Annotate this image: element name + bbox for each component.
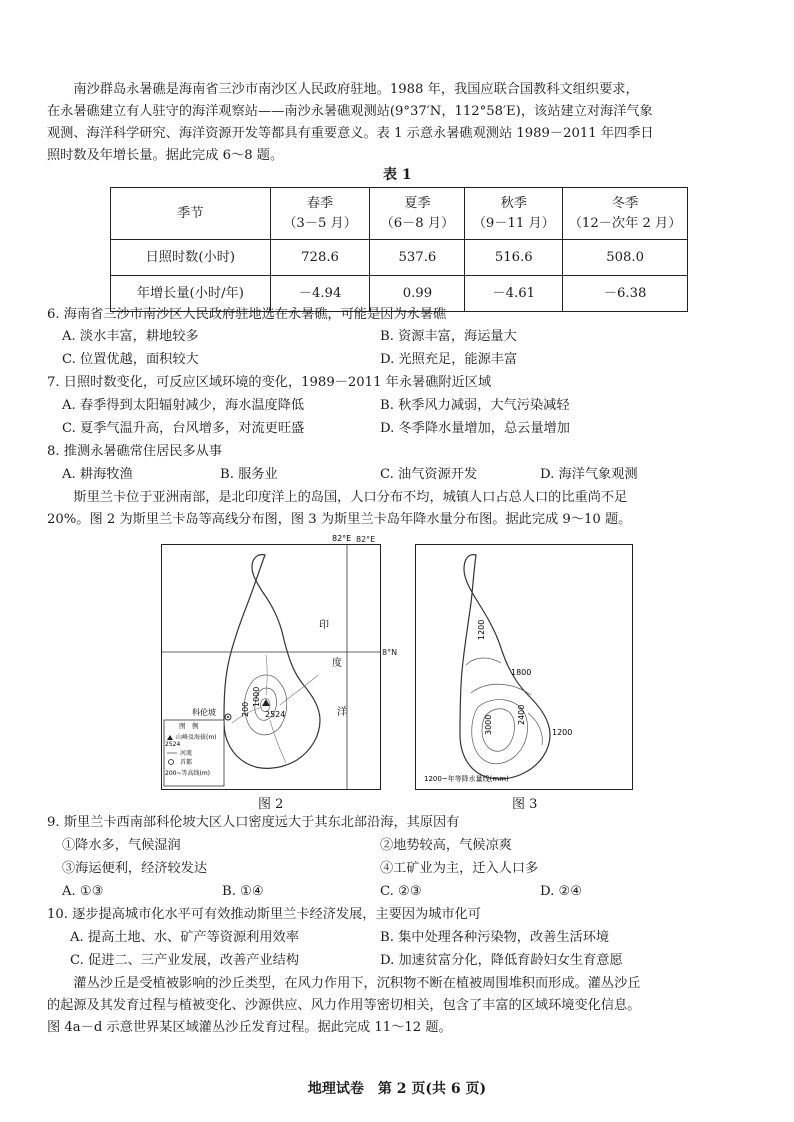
intro-line-4: 照时数及年增长量。据此完成 6～8 题。: [47, 148, 284, 163]
q10-option-d[interactable]: D. 加速贫富分化，降低育龄妇女生育意愿: [380, 953, 623, 968]
table-cell: 537.6: [370, 240, 465, 276]
table-cell: －4.61: [465, 276, 563, 312]
intro-line-2: 在永暑礁建立有人驻守的海洋观察站——南沙永暑礁观测站(9°37′N，112°58′E)，该站建立对海洋气象: [47, 104, 653, 119]
header-season: 季节: [111, 188, 271, 240]
peak-label: 2524: [265, 710, 286, 719]
lon-label: 82°E: [332, 534, 352, 543]
q6-option-b[interactable]: B. 资源丰富，海运量大: [380, 329, 517, 344]
intro2-paragraph: [47, 487, 762, 531]
q7-option-a[interactable]: A. 春季得到太阳辐射减少，海水温度降低: [62, 398, 305, 413]
table1: [110, 187, 688, 312]
table-cell: 0.99: [370, 276, 465, 312]
q9-statement-3: ③海运便利，经济较发达: [62, 861, 208, 876]
isoline-1800: [471, 684, 531, 695]
isoline-label-2400: 2400: [517, 704, 526, 725]
intro3-line-3: 图 4a－d 示意世界某区域灌丛沙丘发育过程。据此完成 11～12 题。: [47, 1020, 452, 1035]
figure-3-caption: 图 3: [512, 797, 538, 812]
legend-river-text: 河流: [180, 750, 193, 757]
colombo-label: 科伦坡: [192, 708, 216, 717]
question-8-stem: 8. 推测永暑礁常住居民多从事: [47, 444, 223, 459]
q9-statement-1: ①降水多，气候湿润: [62, 838, 181, 853]
q10-option-c[interactable]: C. 促进二、三产业发展，改善产业结构: [70, 953, 300, 968]
isoline-1200-east: [528, 713, 542, 745]
isoline-label-3000: 3000: [484, 714, 493, 735]
table-cell: 日照时数(小时): [111, 240, 271, 276]
table-cell: 年增长量(小时/年): [111, 276, 271, 312]
lon-label-outside: 82°E: [356, 535, 376, 544]
q9-option-c[interactable]: C. ②③: [380, 884, 422, 899]
question-9-stem: 9. 斯里兰卡西南部科伦坡大区人口密度远大于其东北部沿海，其原因有: [47, 815, 460, 830]
q9-option-b[interactable]: B. ①④: [222, 884, 264, 899]
intro-line-3: 观测、海洋科学研究、海洋资源开发等都具有重要意义。表 1 示意永暑礁观测站 1989－2011 年四季日: [47, 126, 654, 141]
figure-2-caption: 图 2: [258, 797, 284, 812]
legend-peak-val: 2524: [165, 741, 181, 748]
header-winter: 冬季 （12－次年 2 月）: [563, 188, 688, 240]
sea-label-1: 印: [319, 620, 329, 631]
q7-option-d[interactable]: D. 冬季降水量增加，总云量增加: [380, 421, 570, 436]
isoline-label-1200: 1200: [477, 619, 486, 640]
q6-option-d[interactable]: D. 光照充足，能源丰富: [380, 352, 518, 367]
legend-title: 图 例: [179, 722, 199, 730]
table-cell: －4.94: [270, 276, 370, 312]
q9-statement-2: ②地势较高，气候凉爽: [380, 838, 512, 853]
q9-statement-4: ④工矿业为主，迁入人口多: [380, 861, 539, 876]
legend-contour-text: 200~等高线(m): [165, 770, 211, 777]
table-cell: 516.6: [465, 240, 563, 276]
header-autumn: 秋季 （9－11 月）: [465, 188, 563, 240]
question-6-stem: 6. 海南省三沙市南沙区人民政府驻地选在永暑礁，可能是因为永暑礁: [47, 307, 447, 322]
sea-label-2: 度: [332, 658, 342, 669]
page-footer: 地理试卷 第 2 页(共 6 页): [307, 1081, 487, 1097]
q6-option-a[interactable]: A. 淡水丰富，耕地较多: [62, 329, 199, 344]
intro-line-1: 南沙群岛永暑礁是海南省三沙市南沙区人民政府驻地。1988 年，我国应联合国教科文组织要求，: [73, 82, 639, 97]
q6-option-c[interactable]: C. 位置优越，面积较大: [62, 352, 199, 367]
table-cell: 728.6: [270, 240, 370, 276]
contour-label-1000: 1000: [252, 686, 261, 707]
island-outline: [224, 555, 320, 769]
table-cell: 508.0: [563, 240, 688, 276]
figure-2-map: [161, 534, 381, 790]
q8-option-b[interactable]: B. 服务业: [220, 467, 278, 482]
q7-option-b[interactable]: B. 秋季风力减弱，大气污染减轻: [380, 398, 570, 413]
q8-option-c[interactable]: C. 油气资源开发: [380, 467, 478, 482]
sea-label-3: 洋: [337, 707, 347, 718]
isoline-label-1800: 1800: [511, 668, 532, 677]
q10-option-a[interactable]: A. 提高土地、水、矿产等资源利用效率: [70, 930, 299, 945]
fig3-legend: 1200~年等降水量线(mm): [424, 775, 509, 783]
legend-capital-text: 首都: [180, 759, 193, 766]
table-header-row: [111, 188, 688, 240]
intro3-line-1: 灌丛沙丘是受植被影响的沙丘类型，在风力作用下，沉积物不断在植被周围堆积而形成。灌丛沙丘: [73, 976, 641, 991]
isoline-1200-north: [466, 658, 501, 665]
lat-label: 8°N: [382, 648, 398, 657]
intro3-paragraph: [47, 973, 762, 1039]
table-row: [111, 240, 688, 276]
intro3-line-2: 的起源及其发育过程与植被变化、沙源供应、风力作用等密切相关，包含了丰富的区域环境变化信息。: [47, 998, 641, 1013]
table-cell: －6.38: [563, 276, 688, 312]
intro2-line-1: 斯里兰卡位于亚洲南部，是北印度洋上的岛国，人口分布不均，城镇人口占总人口的比重尚不足: [73, 490, 628, 505]
question-7-stem: 7. 日照时数变化，可反应区域环境的变化，1989－2011 年永暑礁附近区域: [47, 375, 492, 390]
q10-option-b[interactable]: B. 集中处理各种污染物，改善生活环境: [380, 930, 610, 945]
q7-option-c[interactable]: C. 夏季气温升高，台风增多，对流更旺盛: [62, 421, 305, 436]
q9-option-a[interactable]: A. ①③: [62, 884, 104, 899]
header-spring: 春季 （3－5 月）: [270, 188, 370, 240]
q9-option-d[interactable]: D. ②④: [540, 884, 583, 899]
figure-3-map: [415, 544, 633, 790]
header-summer: 夏季 （6－8 月）: [370, 188, 465, 240]
intro-paragraph: [47, 79, 762, 167]
q8-option-d[interactable]: D. 海洋气象观测: [540, 467, 638, 482]
isoline-label-1200-east: 1200: [552, 728, 573, 737]
table1-caption: 表 1: [383, 167, 412, 183]
contour-label-200: 200: [241, 701, 250, 717]
q8-option-a[interactable]: A. 耕海牧渔: [62, 467, 133, 482]
intro2-line-2: 20%。图 2 为斯里兰卡岛等高线分布图，图 3 为斯里兰卡岛年降水量分布图。据此完成 9～10 题。: [47, 512, 632, 527]
question-10-stem: 10. 逐步提高城市化水平可有效推动斯里兰卡经济发展，主要因为城市化可: [47, 907, 481, 922]
legend-peak-text: 山峰及海拔(m): [176, 734, 217, 741]
